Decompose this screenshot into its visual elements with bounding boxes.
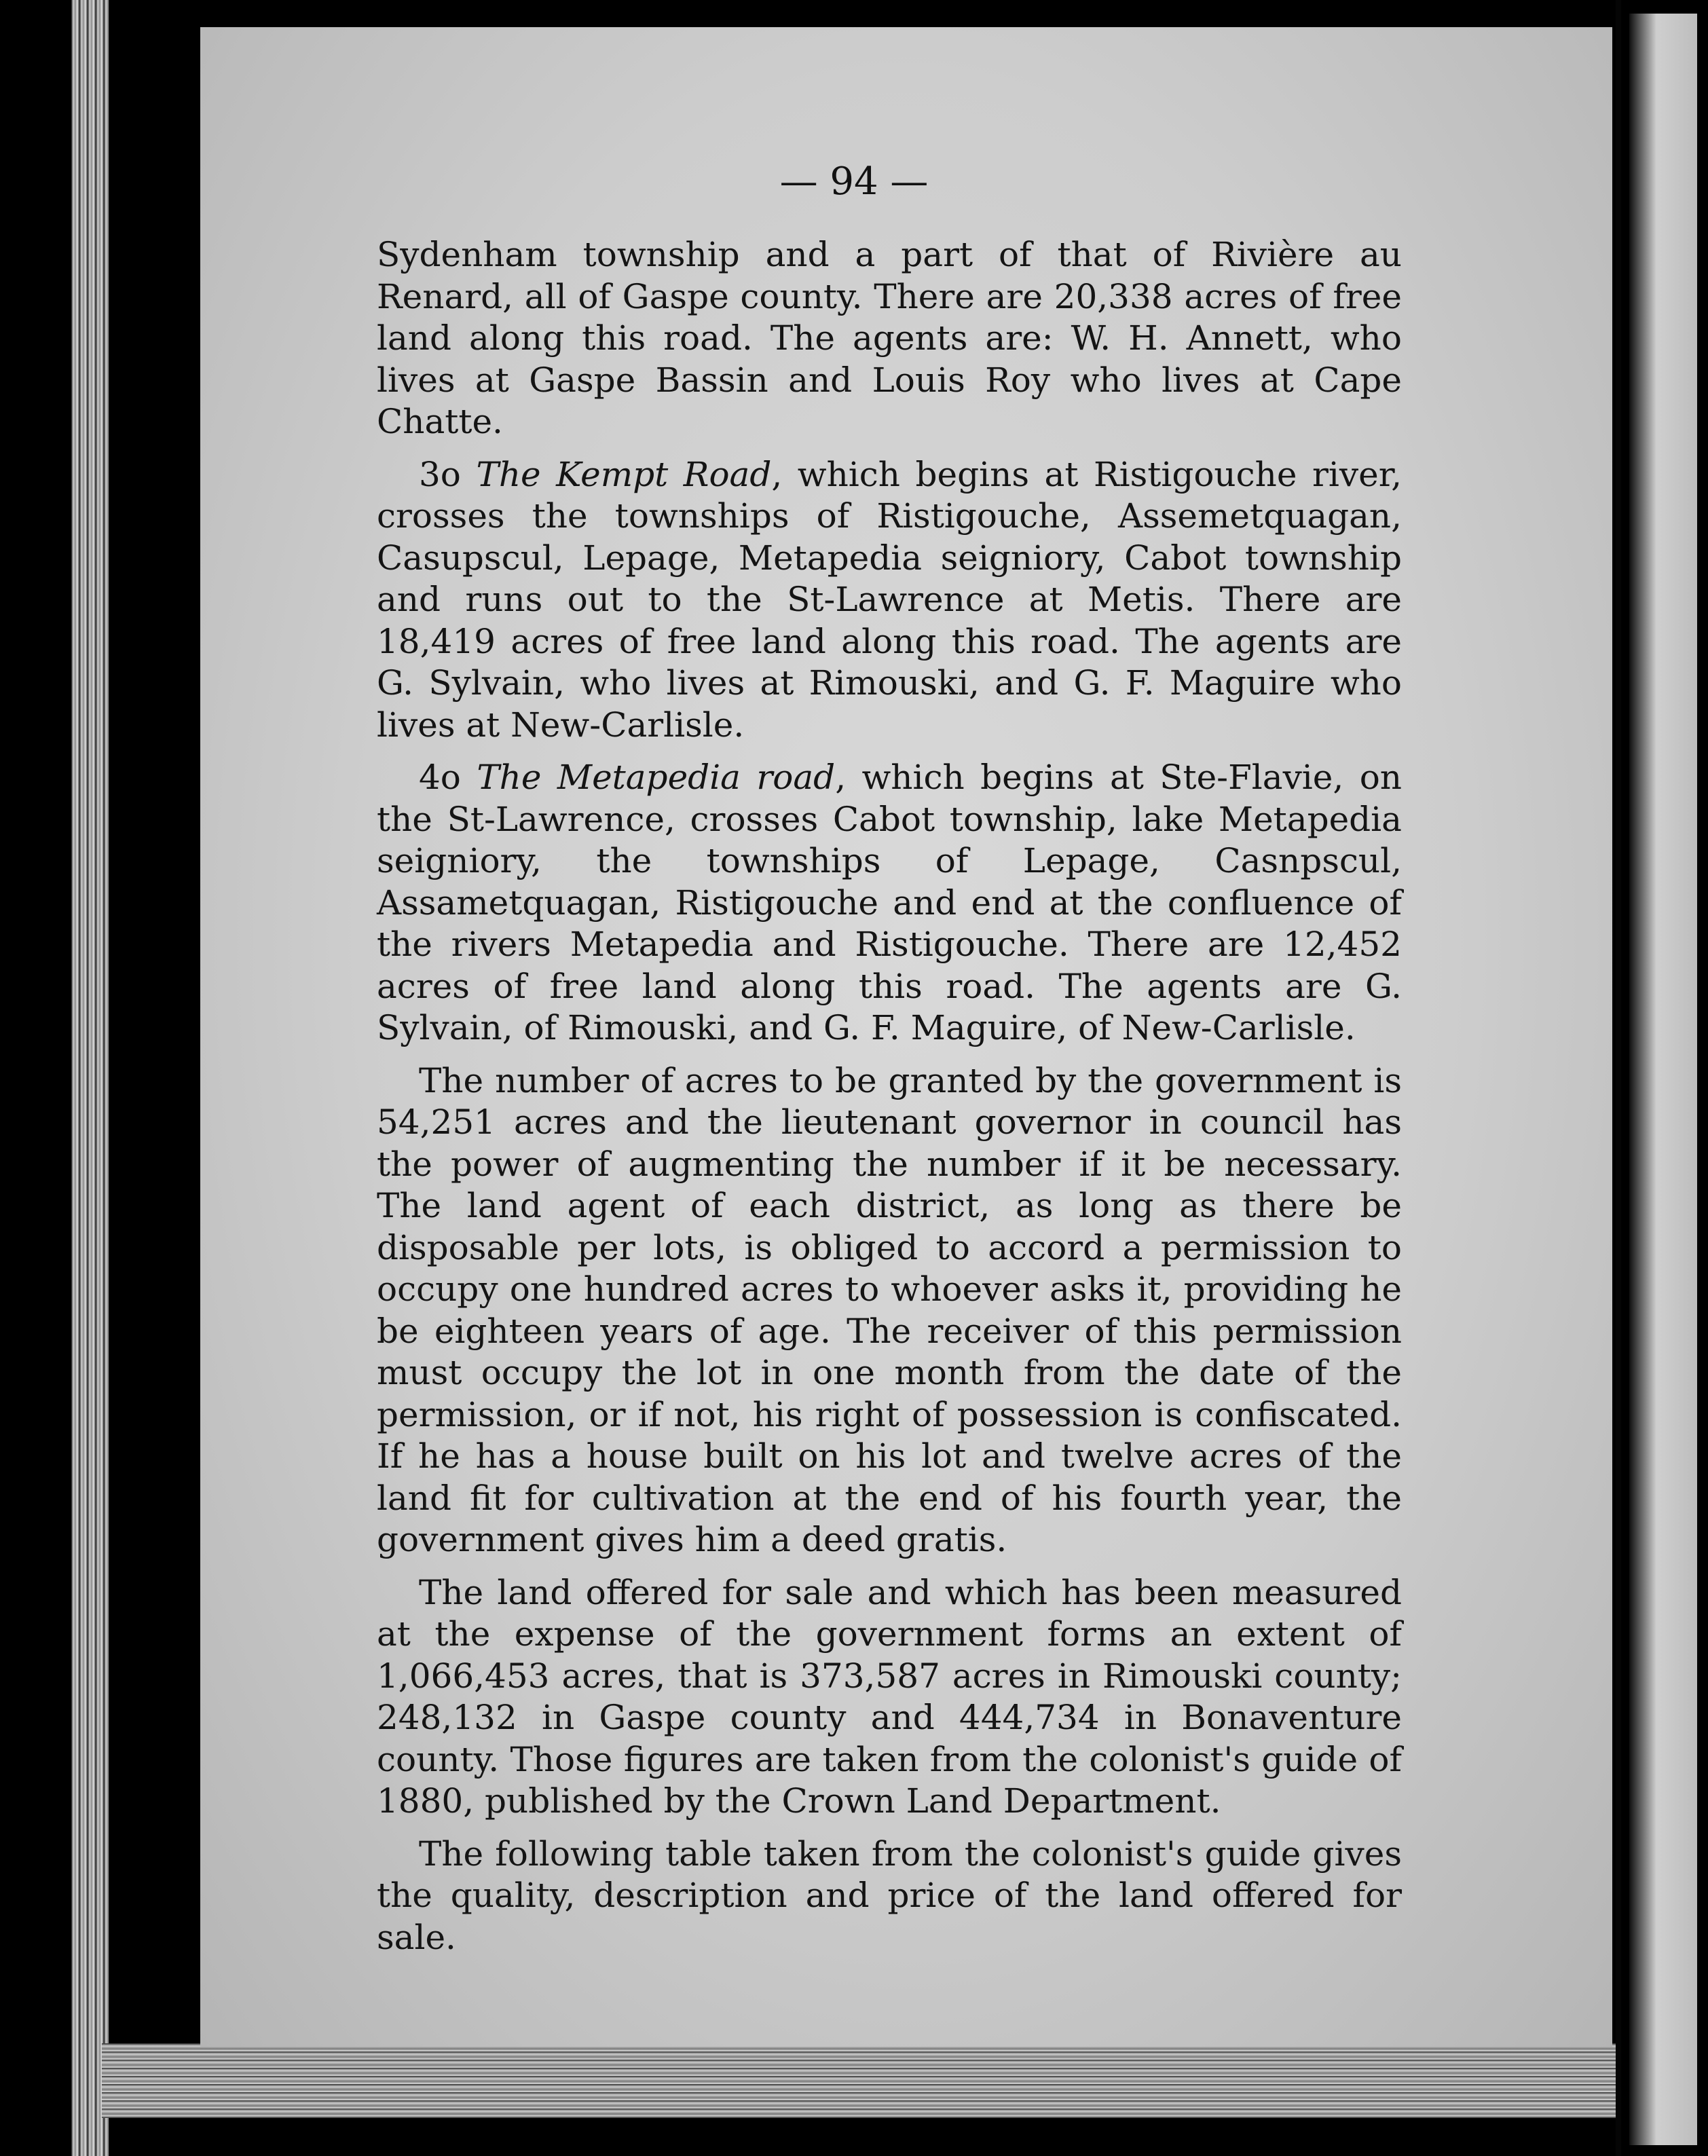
road-name: The Metapedia road [477,758,836,797]
paragraph-3 [377,757,1402,1049]
page-stack-edge [71,0,109,2156]
page-stack-bottom [102,2043,1616,2118]
paragraph-1: Sydenham township and a part of that of Rivière au Renard, all of Gaspe county. There are 20,338 acres of free land along this road. The agents are: W. H. Annett, who lives at Gaspe Bassin and Louis Roy who lives at Cape Chatte. [377,235,1402,441]
paragraph-2 [377,454,1402,747]
paragraph-text: , which begins at Ste-Flavie, on the St-Lawrence, crosses Cabot township, lake Metapedia seigniory, the townships of Lepage, Casnpscul, Assametquagan, Ristigouche and end at the confluence of the rivers Metapedia and Ristigouche. There are 12,452 acres of free land along this road. The agents are G. Sylvain, of Rimouski, and G. F. Maguire, of New-Carlisle. [377,758,1402,1047]
paragraph-6 [377,1834,1402,1959]
facing-page-edge [1629,14,1697,2145]
item-number: 4o [419,758,461,797]
paragraph-text: , which begins at Ristigouche river, crosses the townships of Ristigouche, Assemetquagan, Casupscul, Lepage, Metapedia seigniory, Cabot township and runs out to the St-Lawrence at Metis. There are 18,419 acres of free land along this road. The agents are G. Sylvain, who lives at Rimouski, and G. F. Maguire who lives at New-Carlisle. [377,454,1402,745]
paragraph-4 [377,1060,1402,1561]
paragraph-text: The land offered for sale and which has been measured at the expense of the government forms an extent of 1,066,453 acres, that is 373,587 acres in Rimouski county; 248,132 in Gaspe county and 444,734 in Bonaventure county. Those figures are taken from the colonist's guide of 1880, published by the Crown Land Department. [377,1572,1402,1821]
paragraph-text: The number of acres to be granted by the government is 54,251 acres and the lieutenant governor in council has the power of augmenting the number if it be necessary. The land agent of each district, as long as there be disposable per lots, is obliged to accord a permission to occupy one hundred acres to whoever asks it, providing he be eighteen years of age. The receiver of this permission must occupy the lot in one month from the date of the permission, or if not, his right of possession is confiscated. If he has a house built on his lot and twelve acres of the land fit for cultivation at the end of his fourth year, the government gives him a deed gratis. [377,1060,1402,1559]
item-number: 3o [419,454,461,494]
body-text [377,234,1402,1958]
road-name: The Kempt Road [476,454,772,494]
paragraph-text: The following table taken from the colonist's guide gives the quality, description and price of the land offered for sale. [377,1834,1402,1957]
page-number: — 94 — [779,160,929,204]
paragraph-5 [377,1572,1402,1823]
gutter [1616,0,1621,2156]
